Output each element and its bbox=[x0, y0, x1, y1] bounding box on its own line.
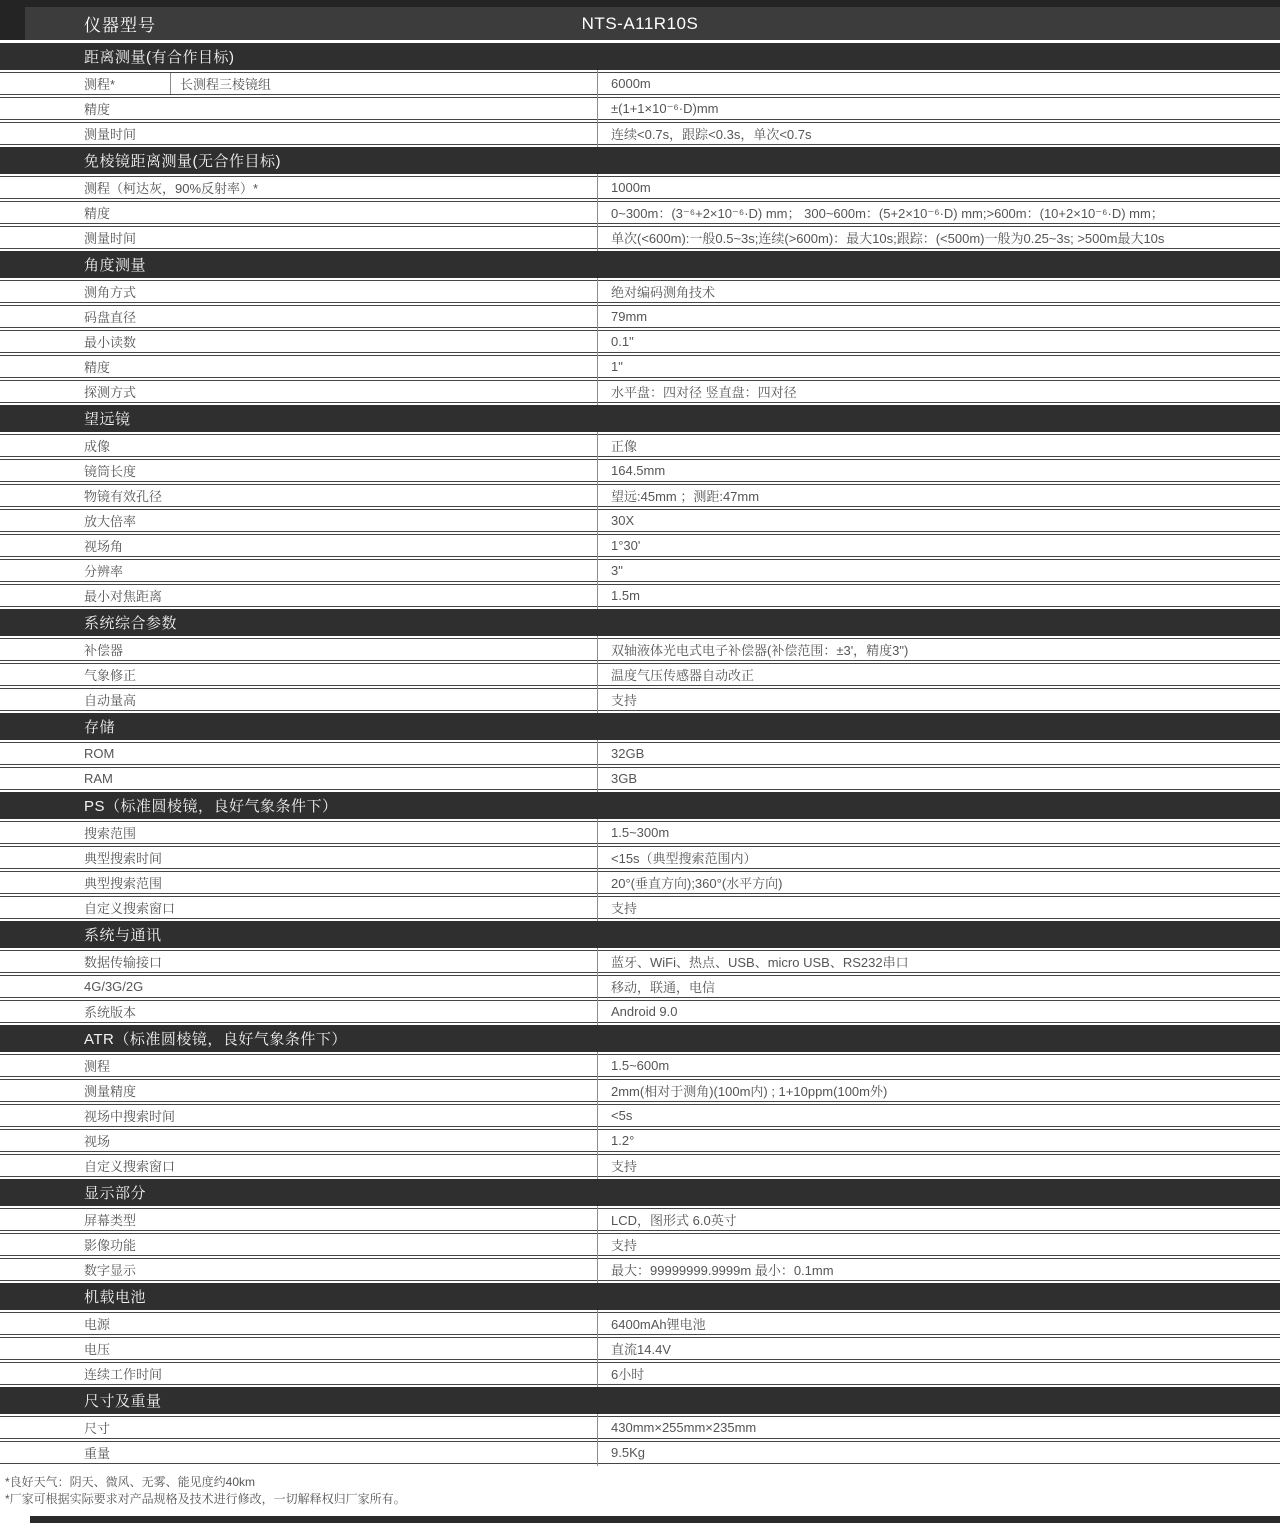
spec-label: 最小对焦距离 bbox=[84, 589, 163, 604]
spec-row bbox=[0, 896, 1280, 919]
spec-row bbox=[0, 380, 1280, 403]
spec-row bbox=[0, 821, 1280, 844]
spec-label: 自定义搜索窗口 bbox=[84, 901, 176, 916]
spec-label: 连续工作时间 bbox=[84, 1367, 163, 1382]
spec-row bbox=[0, 509, 1280, 532]
bottom-bar bbox=[30, 1516, 1280, 1523]
spec-row bbox=[0, 1441, 1280, 1464]
section-title: 系统综合参数 bbox=[84, 615, 178, 632]
spec-row bbox=[0, 72, 1280, 95]
section-title: 望远镜 bbox=[84, 411, 131, 428]
spec-row bbox=[0, 1154, 1280, 1177]
spec-label: 精度 bbox=[84, 206, 111, 221]
spec-value: 2mm(相对于测角)(100m内) ; 1+10ppm(100m外) bbox=[611, 1084, 888, 1099]
spec-label: 补偿器 bbox=[84, 643, 124, 658]
spec-row bbox=[0, 1054, 1280, 1077]
spec-row bbox=[0, 1079, 1280, 1102]
spec-section bbox=[0, 1025, 1280, 1179]
spec-label: 测程 bbox=[84, 1059, 111, 1074]
spec-value: 30X bbox=[611, 513, 635, 528]
spec-row bbox=[0, 330, 1280, 353]
section-header bbox=[0, 251, 1280, 278]
spec-value: 直流14.4V bbox=[611, 1342, 671, 1357]
section-rows bbox=[0, 174, 1280, 251]
section-header bbox=[0, 1387, 1280, 1414]
footnote-disclaimer: *厂家可根据实际要求对产品规格及技术进行修改，一切解释权归厂家所有。 bbox=[5, 1492, 406, 1506]
section-rows bbox=[0, 70, 1280, 147]
spec-row bbox=[0, 1000, 1280, 1023]
spec-value: 1.2° bbox=[611, 1133, 635, 1148]
spec-row bbox=[0, 767, 1280, 790]
spec-value: 支持 bbox=[611, 1238, 638, 1253]
spec-label: 镜筒长度 bbox=[84, 464, 137, 479]
spec-value: 3" bbox=[611, 563, 623, 578]
spec-label: 测量时间 bbox=[84, 231, 137, 246]
header-model-label: 仪器型号 bbox=[84, 16, 156, 35]
spec-value: 移动，联通，电信 bbox=[611, 980, 716, 995]
section-header bbox=[0, 1025, 1280, 1052]
section-rows bbox=[0, 1414, 1280, 1466]
spec-value: <15s（典型搜索范围内） bbox=[611, 851, 757, 866]
spec-value: 望远:45mm ；测距:47mm bbox=[611, 489, 760, 504]
spec-section bbox=[0, 792, 1280, 921]
spec-label: 探测方式 bbox=[84, 385, 137, 400]
spec-value: 正像 bbox=[611, 439, 638, 454]
spec-label: 视场中搜索时间 bbox=[84, 1109, 176, 1124]
spec-row bbox=[0, 950, 1280, 973]
spec-row bbox=[0, 663, 1280, 686]
spec-value: 6小时 bbox=[611, 1367, 645, 1382]
spec-label: 物镜有效孔径 bbox=[84, 489, 163, 504]
section-header bbox=[0, 921, 1280, 948]
spec-label: 重量 bbox=[84, 1446, 111, 1461]
spec-row bbox=[0, 459, 1280, 482]
spec-section bbox=[0, 43, 1280, 147]
spec-row bbox=[0, 434, 1280, 457]
spec-value: 1.5~300m bbox=[611, 825, 670, 840]
spec-value: 6400mAh锂电池 bbox=[611, 1317, 706, 1332]
spec-row bbox=[0, 1362, 1280, 1385]
spec-value: 1" bbox=[611, 359, 623, 374]
section-title: 免棱镜距离测量(无合作目标) bbox=[84, 153, 281, 170]
spec-value: 温度气压传感器自动改正 bbox=[611, 668, 755, 683]
spec-label: 系统版本 bbox=[84, 1005, 137, 1020]
spec-row bbox=[0, 226, 1280, 249]
spec-label: 成像 bbox=[84, 439, 111, 454]
spec-value: 1°30' bbox=[611, 538, 641, 553]
spec-value: 6000m bbox=[611, 76, 651, 91]
spec-value: <5s bbox=[611, 1108, 633, 1123]
spec-label: 气象修正 bbox=[84, 668, 137, 683]
spec-label: 测角方式 bbox=[84, 285, 137, 300]
footnote-weather: *良好天气：阴天、微风、无雾、能见度约40km bbox=[5, 1475, 256, 1489]
spec-value: 支持 bbox=[611, 901, 638, 916]
spec-value: 单次(<600m):一般0.5~3s;连续(>600m)：最大10s;跟踪：(<500m)一般为0.25~3s; >500m最大10s bbox=[611, 231, 1165, 246]
spec-value: 双轴液体光电式电子补偿器(补偿范围：±3'，精度3") bbox=[611, 643, 909, 658]
spec-label: 测量时间 bbox=[84, 127, 137, 142]
section-rows bbox=[0, 740, 1280, 792]
spec-row bbox=[0, 1337, 1280, 1360]
section-title: PS（标准圆棱镜，良好气象条件下） bbox=[84, 798, 338, 815]
spec-section bbox=[0, 147, 1280, 251]
spec-label: 典型搜索时间 bbox=[84, 851, 163, 866]
spec-value: 164.5mm bbox=[611, 463, 666, 478]
section-title: 角度测量 bbox=[84, 257, 147, 274]
spec-row bbox=[0, 846, 1280, 869]
spec-value: 蓝牙、WiFi、热点、USB、micro USB、RS232串口 bbox=[611, 955, 909, 970]
spec-value: ±(1+1×10⁻⁶·D)mm bbox=[611, 100, 719, 116]
spec-section bbox=[0, 1283, 1280, 1387]
section-header bbox=[0, 792, 1280, 819]
spec-section bbox=[0, 405, 1280, 609]
spec-row bbox=[0, 742, 1280, 765]
spec-row bbox=[0, 176, 1280, 199]
spec-value: 1.5m bbox=[611, 588, 640, 603]
section-title: 距离测量(有合作目标) bbox=[84, 49, 235, 66]
spec-value: 水平盘：四对径 竖直盘：四对径 bbox=[611, 385, 797, 400]
section-rows bbox=[0, 636, 1280, 713]
spec-row bbox=[0, 1129, 1280, 1152]
spec-label: 自定义搜索窗口 bbox=[84, 1159, 176, 1174]
section-header bbox=[0, 43, 1280, 70]
spec-label: 典型搜索范围 bbox=[84, 876, 163, 891]
spec-label: 精度 bbox=[84, 360, 111, 375]
spec-value: 支持 bbox=[611, 1159, 638, 1174]
section-rows bbox=[0, 948, 1280, 1025]
spec-label: 数字显示 bbox=[84, 1263, 137, 1278]
spec-value: 最大：99999999.9999m 最小：0.1mm bbox=[611, 1263, 834, 1278]
spec-label: 测程* bbox=[84, 77, 116, 92]
spec-row bbox=[0, 1312, 1280, 1335]
spec-label: 4G/3G/2G bbox=[84, 979, 144, 994]
spec-label: 电压 bbox=[84, 1342, 111, 1357]
spec-section bbox=[0, 921, 1280, 1025]
section-title: 显示部分 bbox=[84, 1185, 147, 1202]
spec-label: 自动量高 bbox=[84, 693, 137, 708]
spec-row bbox=[0, 638, 1280, 661]
spec-sublabel: 长测程三棱镜组 bbox=[170, 73, 597, 94]
spec-value: 0.1" bbox=[611, 334, 634, 349]
section-title: 机载电池 bbox=[84, 1289, 147, 1306]
section-title: ATR（标准圆棱镜，良好气象条件下） bbox=[84, 1031, 347, 1048]
section-header bbox=[0, 609, 1280, 636]
spec-value: 430mm×255mm×235mm bbox=[611, 1420, 757, 1435]
spec-section bbox=[0, 609, 1280, 713]
section-rows bbox=[0, 278, 1280, 405]
spec-label: 分辨率 bbox=[84, 564, 124, 579]
section-header bbox=[0, 1283, 1280, 1310]
spec-row bbox=[0, 1233, 1280, 1256]
spec-label: 数据传输接口 bbox=[84, 955, 163, 970]
section-rows bbox=[0, 1052, 1280, 1179]
spec-label: RAM bbox=[84, 771, 113, 786]
section-rows bbox=[0, 819, 1280, 921]
spec-label: 视场 bbox=[84, 1134, 111, 1149]
spec-label: 码盘直径 bbox=[84, 310, 137, 325]
spec-value: 0~300m：(3⁻⁶+2×10⁻⁶·D) mm； 300~600m：(5+2×10⁻⁶·D) mm;>600m：(10+2×10⁻⁶·D) mm； bbox=[611, 206, 1164, 221]
spec-row bbox=[0, 280, 1280, 303]
spec-value: Android 9.0 bbox=[611, 1004, 678, 1019]
header-model-value: NTS-A11R10S bbox=[581, 14, 699, 33]
spec-label: 电源 bbox=[84, 1317, 111, 1332]
spec-section bbox=[0, 251, 1280, 405]
spec-label: 搜索范围 bbox=[84, 826, 137, 841]
spec-value: 3GB bbox=[611, 771, 638, 786]
section-title: 系统与通讯 bbox=[84, 927, 162, 944]
spec-label: 最小读数 bbox=[84, 335, 137, 350]
spec-row bbox=[0, 1104, 1280, 1127]
spec-row bbox=[0, 97, 1280, 120]
spec-value: 1.5~600m bbox=[611, 1058, 670, 1073]
section-title: 存储 bbox=[84, 719, 116, 736]
spec-label: 视场角 bbox=[84, 539, 124, 554]
spec-row bbox=[0, 688, 1280, 711]
footnotes bbox=[0, 1466, 1280, 1512]
spec-label: 影像功能 bbox=[84, 1238, 137, 1253]
spec-row bbox=[0, 1258, 1280, 1281]
section-header bbox=[0, 147, 1280, 174]
spec-value: LCD，图形式 6.0英寸 bbox=[611, 1213, 737, 1228]
table-header bbox=[0, 0, 1280, 40]
spec-label: 精度 bbox=[84, 102, 111, 117]
spec-row bbox=[0, 1208, 1280, 1231]
section-header bbox=[0, 405, 1280, 432]
spec-value: 20°(垂直方向);360°(水平方向) bbox=[611, 876, 783, 891]
section-header bbox=[0, 713, 1280, 740]
spec-label: 测量精度 bbox=[84, 1084, 137, 1099]
section-title: 尺寸及重量 bbox=[84, 1393, 162, 1410]
spec-value: 1000m bbox=[611, 180, 651, 195]
spec-label: 测程（柯达灰，90%反射率）* bbox=[84, 181, 259, 196]
spec-section bbox=[0, 1387, 1280, 1466]
spec-sections bbox=[0, 43, 1280, 1466]
spec-row bbox=[0, 975, 1280, 998]
spec-value: 支持 bbox=[611, 693, 638, 708]
spec-row bbox=[0, 534, 1280, 557]
spec-value: 绝对编码测角技术 bbox=[611, 285, 716, 300]
spec-row bbox=[0, 584, 1280, 607]
spec-value: 79mm bbox=[611, 309, 648, 324]
spec-row bbox=[0, 484, 1280, 507]
spec-row bbox=[0, 201, 1280, 224]
spec-label: 屏幕类型 bbox=[84, 1213, 137, 1228]
section-header bbox=[0, 1179, 1280, 1206]
spec-row bbox=[0, 1416, 1280, 1439]
spec-value: 32GB bbox=[611, 746, 645, 761]
spec-row bbox=[0, 871, 1280, 894]
spec-label: 尺寸 bbox=[84, 1421, 111, 1436]
spec-section bbox=[0, 713, 1280, 792]
spec-row bbox=[0, 122, 1280, 145]
section-rows bbox=[0, 1206, 1280, 1283]
spec-row bbox=[0, 559, 1280, 582]
spec-value: 9.5Kg bbox=[611, 1445, 645, 1460]
spec-row bbox=[0, 305, 1280, 328]
spec-row bbox=[0, 355, 1280, 378]
spec-section bbox=[0, 1179, 1280, 1283]
section-rows bbox=[0, 432, 1280, 609]
section-rows bbox=[0, 1310, 1280, 1387]
spec-label: ROM bbox=[84, 746, 115, 761]
spec-label: 放大倍率 bbox=[84, 514, 137, 529]
spec-value: 连续<0.7s，跟踪<0.3s，单次<0.7s bbox=[611, 127, 812, 142]
